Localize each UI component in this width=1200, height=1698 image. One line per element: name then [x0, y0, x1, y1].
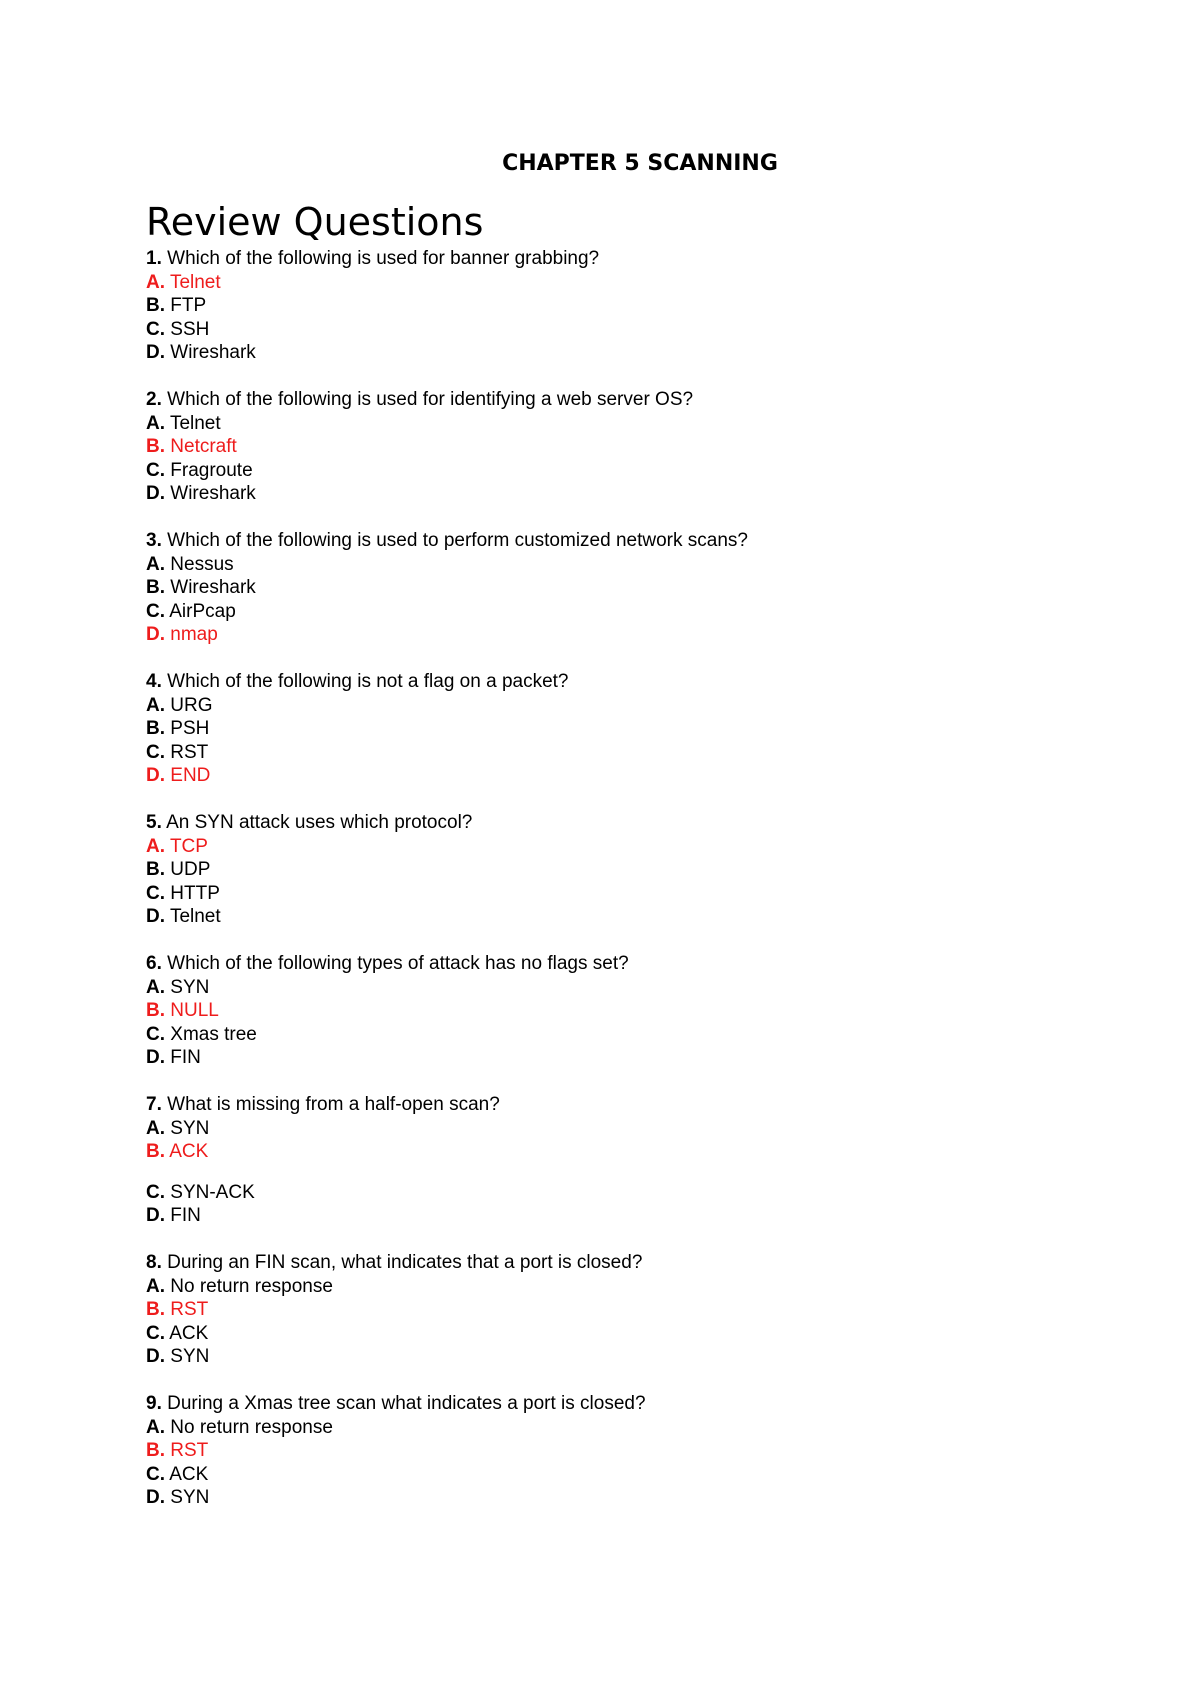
option-letter: B. — [146, 718, 165, 739]
option-text: Nessus — [170, 553, 234, 575]
option-text: Xmas tree — [170, 1023, 257, 1045]
answer-option — [146, 1416, 1046, 1440]
question-stem: What is missing from a half-open scan? — [167, 1094, 500, 1115]
option-text: Telnet — [169, 412, 221, 434]
option-letter: C. — [146, 1322, 165, 1344]
option-text: TCP — [169, 835, 208, 857]
option-letter: B. — [146, 1141, 165, 1162]
option-text: FIN — [170, 1047, 201, 1068]
option-letter: A. — [146, 835, 165, 857]
answer-option-correct — [146, 623, 1046, 647]
question-text — [146, 1251, 1046, 1275]
option-letter: A. — [146, 553, 165, 575]
question-block — [146, 388, 1046, 506]
question-text — [146, 811, 1046, 835]
answer-option — [146, 1345, 1046, 1369]
option-letter: A. — [146, 1416, 165, 1438]
answer-option-correct — [146, 1140, 1046, 1164]
answer-option-correct — [146, 1298, 1046, 1322]
question-number: 1. — [146, 248, 162, 269]
option-letter: C. — [146, 600, 165, 622]
option-letter: B. — [146, 295, 165, 316]
option-letter: C. — [146, 1463, 165, 1485]
question-number: 6. — [146, 953, 162, 974]
option-letter: B. — [146, 577, 165, 598]
answer-option — [146, 294, 1046, 318]
question-block — [146, 811, 1046, 929]
option-text: UDP — [170, 859, 211, 880]
answer-option-correct — [146, 435, 1046, 459]
option-letter: D. — [146, 1346, 165, 1367]
option-text: Telnet — [169, 271, 221, 293]
option-text: RST — [170, 741, 209, 763]
question-block — [146, 952, 1046, 1070]
answer-option — [146, 412, 1046, 436]
answer-option-correct — [146, 271, 1046, 295]
answer-option — [146, 717, 1046, 741]
answer-option-correct — [146, 1439, 1046, 1463]
question-stem: Which of the following is used for banner grabbing? — [167, 248, 600, 269]
question-text — [146, 529, 1046, 553]
answer-option — [146, 459, 1046, 483]
option-text: FTP — [170, 295, 207, 316]
option-text: Netcraft — [170, 436, 237, 457]
option-letter: C. — [146, 1023, 165, 1045]
question-stem: Which of the following is used to perform customized network scans? — [167, 530, 748, 551]
answer-option — [146, 1046, 1046, 1070]
option-text: No return response — [170, 1275, 333, 1297]
option-letter: D. — [146, 1047, 165, 1068]
question-block — [146, 670, 1046, 788]
option-text: ACK — [169, 1141, 209, 1162]
answer-option — [146, 576, 1046, 600]
option-text: ACK — [169, 1322, 209, 1344]
answer-option — [146, 905, 1046, 929]
option-text: Wireshark — [170, 342, 256, 363]
option-letter: A. — [146, 271, 165, 293]
question-text — [146, 1093, 1046, 1117]
option-letter: C. — [146, 318, 165, 340]
question-block — [146, 1251, 1046, 1369]
option-text: Telnet — [169, 906, 221, 927]
section-heading: Review Questions — [146, 200, 484, 244]
option-letter: B. — [146, 859, 165, 880]
option-letter: B. — [146, 1299, 165, 1320]
answer-option — [146, 600, 1046, 624]
option-letter: D. — [146, 765, 165, 786]
answer-option — [146, 553, 1046, 577]
question-number: 9. — [146, 1393, 162, 1414]
question-number: 5. — [146, 812, 162, 833]
option-text: URG — [170, 694, 213, 716]
answer-option — [146, 341, 1046, 365]
question-text — [146, 1392, 1046, 1416]
answer-option — [146, 1463, 1046, 1487]
question-text — [146, 670, 1046, 694]
question-number: 2. — [146, 389, 162, 410]
question-text — [146, 952, 1046, 976]
question-stem: An SYN attack uses which protocol? — [166, 812, 473, 833]
option-text: SYN — [170, 976, 210, 998]
answer-option — [146, 1023, 1046, 1047]
answer-option — [146, 1275, 1046, 1299]
answer-option — [146, 1486, 1046, 1510]
option-letter: D. — [146, 624, 165, 645]
option-text: AirPcap — [169, 600, 236, 622]
option-text: SYN — [170, 1487, 210, 1508]
option-text: RST — [170, 1440, 209, 1461]
option-text: SSH — [170, 318, 210, 340]
answer-option-correct — [146, 835, 1046, 859]
chapter-title: CHAPTER 5 SCANNING — [502, 151, 778, 176]
option-letter: D. — [146, 1487, 165, 1508]
option-letter: A. — [146, 694, 165, 716]
question-stem: Which of the following types of attack has no flags set? — [167, 953, 629, 974]
answer-option — [146, 976, 1046, 1000]
answer-option — [146, 694, 1046, 718]
answer-option-correct — [146, 764, 1046, 788]
option-text: Wireshark — [170, 483, 256, 504]
option-letter: C. — [146, 459, 165, 481]
question-number: 3. — [146, 530, 162, 551]
option-letter: A. — [146, 976, 165, 998]
question-number: 4. — [146, 671, 162, 692]
option-text: SYN-ACK — [170, 1181, 255, 1203]
option-letter: C. — [146, 741, 165, 763]
option-text: ACK — [169, 1463, 209, 1485]
option-text: END — [170, 765, 211, 786]
answer-option — [146, 482, 1046, 506]
question-block — [146, 1392, 1046, 1510]
question-text — [146, 247, 1046, 271]
option-letter: A. — [146, 1275, 165, 1297]
answer-option — [146, 741, 1046, 765]
question-number: 8. — [146, 1252, 162, 1273]
answer-option — [146, 1181, 1046, 1205]
question-text — [146, 388, 1046, 412]
option-letter: B. — [146, 1440, 165, 1461]
option-text: NULL — [170, 1000, 219, 1021]
question-block — [146, 529, 1046, 647]
option-letter: A. — [146, 1117, 165, 1139]
option-text: RST — [170, 1299, 209, 1320]
question-stem: During a Xmas tree scan what indicates a port is closed? — [167, 1393, 646, 1414]
option-text: SYN — [170, 1117, 210, 1139]
option-letter: D. — [146, 906, 165, 927]
answer-option — [146, 858, 1046, 882]
question-block — [146, 1093, 1046, 1228]
option-text: PSH — [170, 718, 210, 739]
option-text: FIN — [170, 1205, 201, 1226]
question-stem: During an FIN scan, what indicates that a port is closed? — [167, 1252, 643, 1273]
question-stem: Which of the following is used for identifying a web server OS? — [167, 389, 694, 410]
answer-option — [146, 1204, 1046, 1228]
question-block — [146, 247, 1046, 365]
option-text: SYN — [170, 1346, 210, 1367]
answer-option — [146, 1117, 1046, 1141]
option-text: No return response — [170, 1416, 333, 1438]
option-letter: C. — [146, 1181, 165, 1203]
option-letter: B. — [146, 1000, 165, 1021]
option-text: Wireshark — [170, 577, 256, 598]
answer-option — [146, 318, 1046, 342]
option-text: nmap — [170, 624, 218, 645]
question-stem: Which of the following is not a flag on a packet? — [167, 671, 569, 692]
option-text: Fragroute — [170, 459, 253, 481]
option-letter: C. — [146, 882, 165, 904]
answer-option-correct — [146, 999, 1046, 1023]
question-number: 7. — [146, 1094, 162, 1115]
option-letter: B. — [146, 436, 165, 457]
question-list — [146, 247, 1046, 1533]
option-letter: A. — [146, 412, 165, 434]
option-letter: D. — [146, 1205, 165, 1226]
answer-option — [146, 882, 1046, 906]
option-letter: D. — [146, 342, 165, 363]
option-letter: D. — [146, 483, 165, 504]
option-text: HTTP — [170, 882, 220, 904]
answer-option — [146, 1322, 1046, 1346]
